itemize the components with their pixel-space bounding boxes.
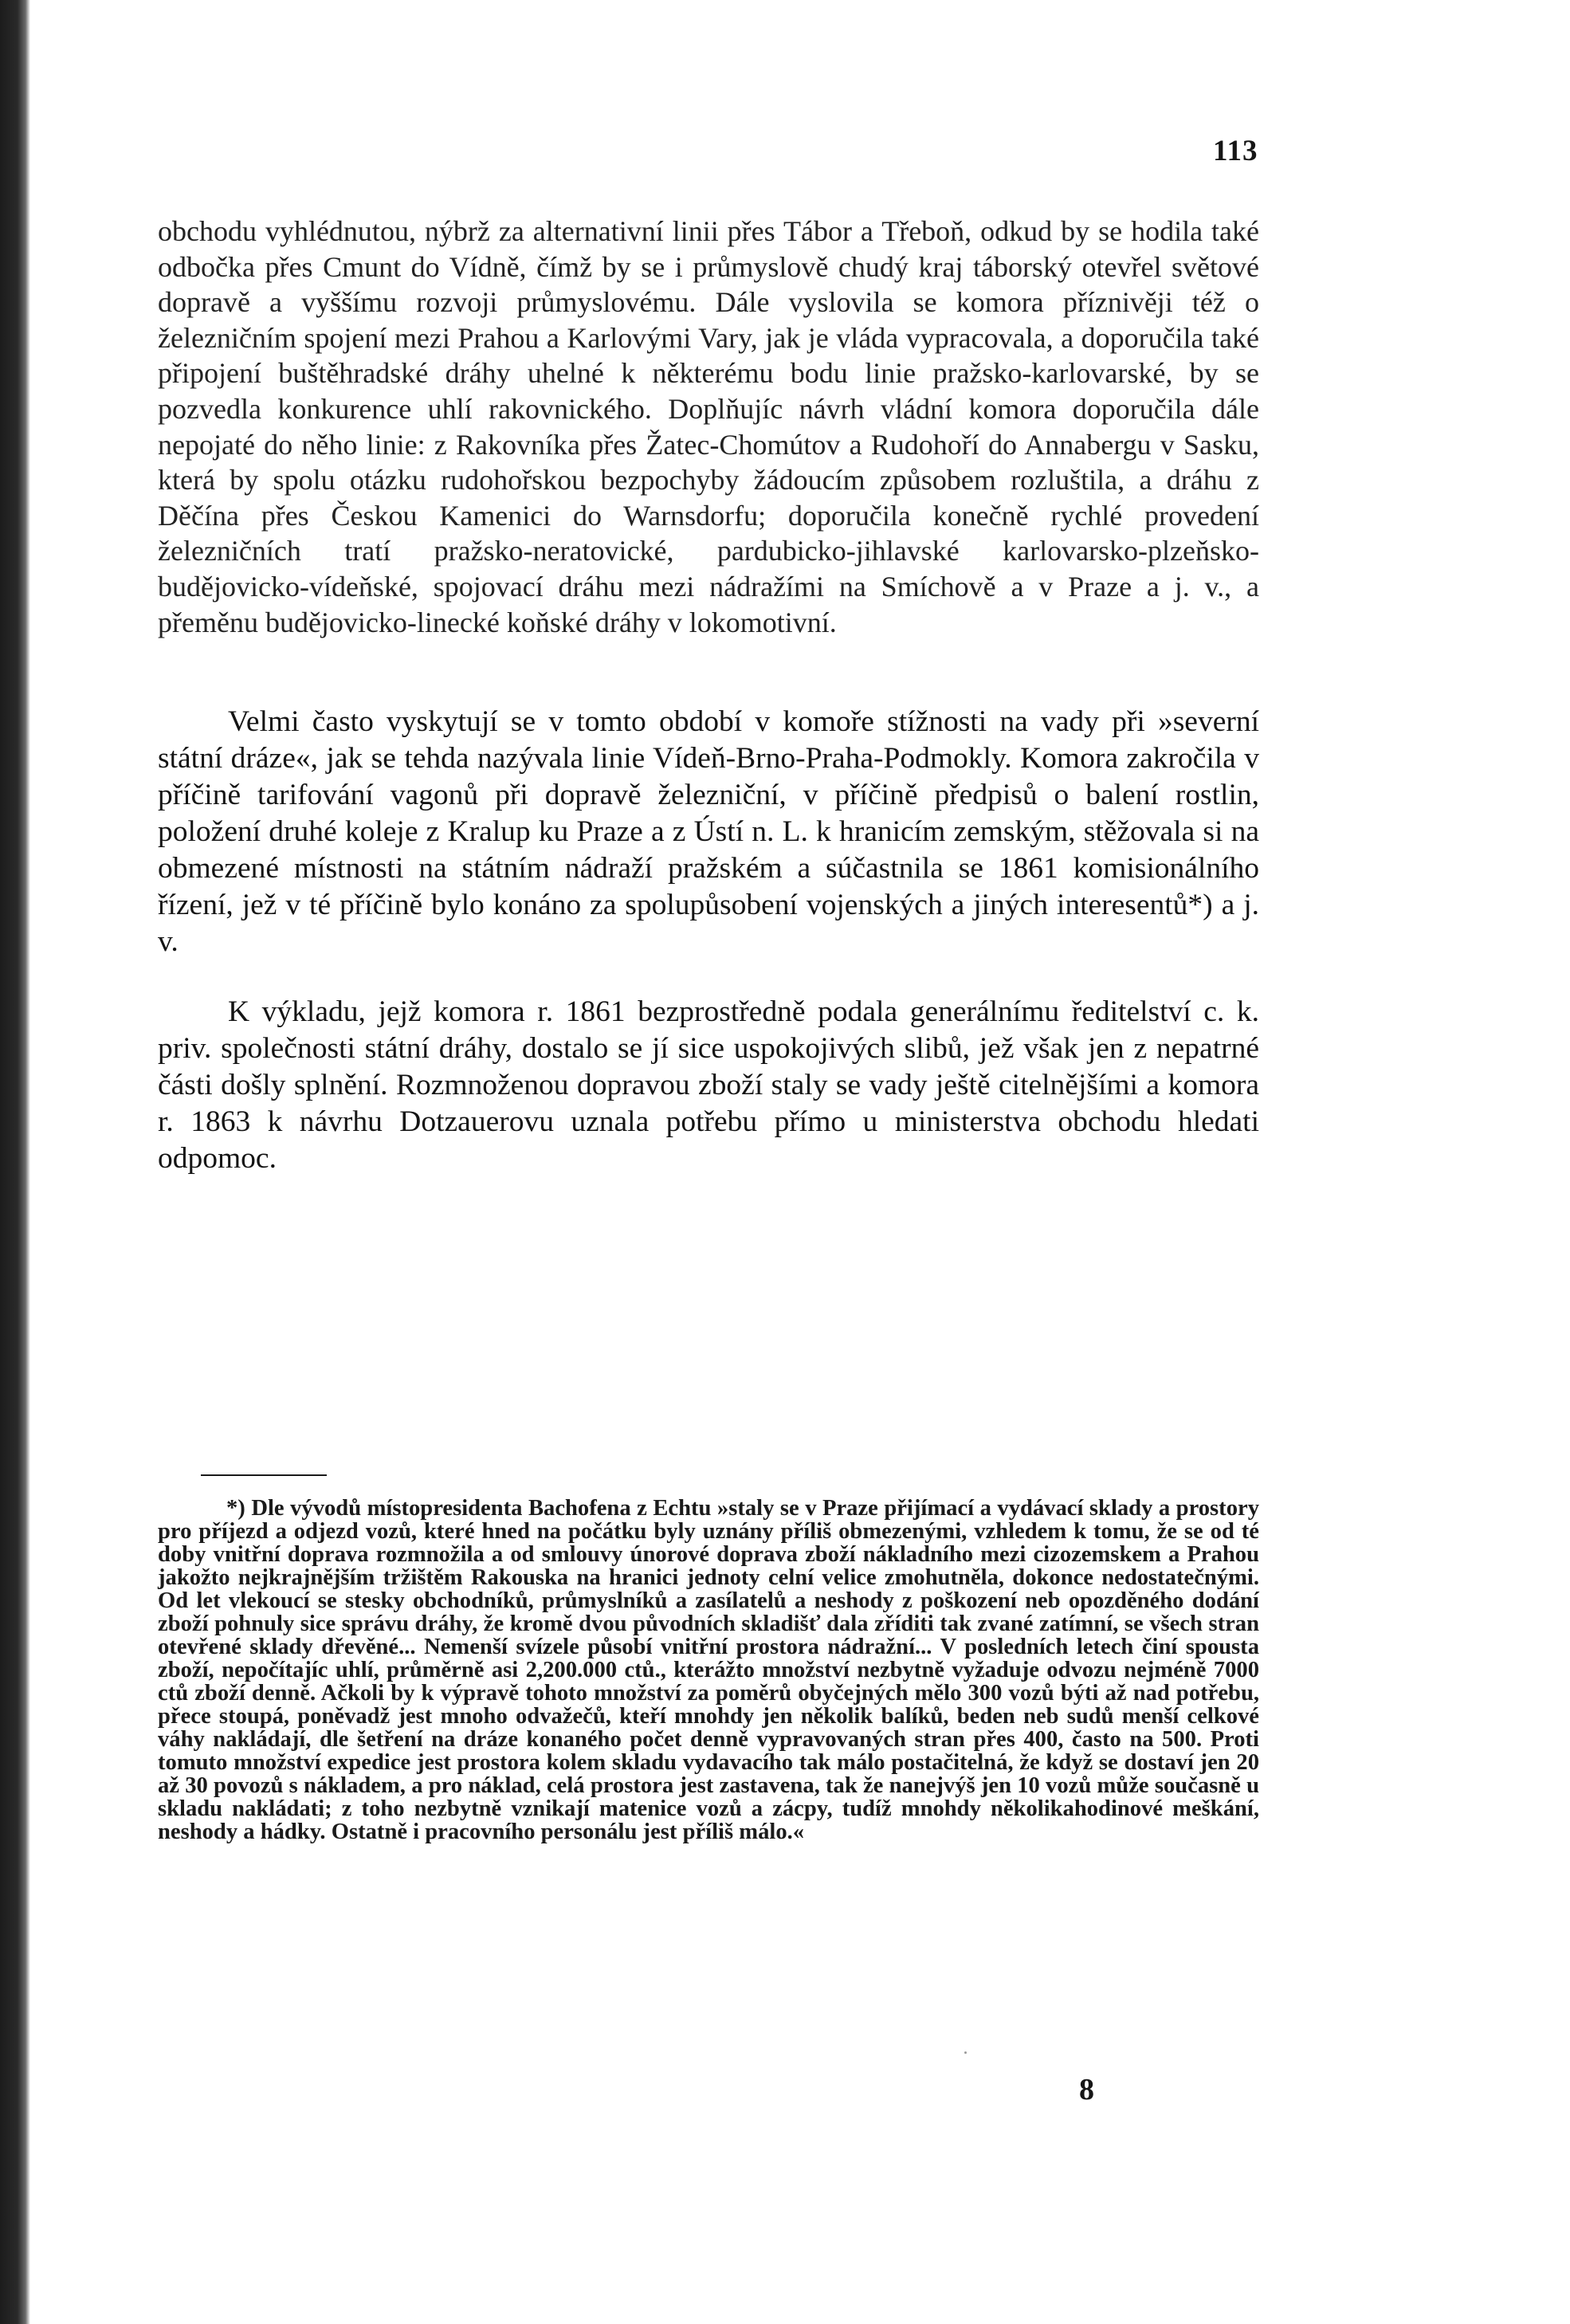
page-number: 113 [1213, 135, 1258, 167]
scan-speck [964, 2051, 967, 2054]
main-text [158, 214, 1259, 1177]
signature-mark: 8 [1079, 2073, 1094, 2106]
body-paragraph-2: Velmi často vyskytují se v tomto období v komoře stížnosti na vady při »severní státní dráze«, jak se tehda nazývala linie Vídeň-Brno-Praha-Podmokly. Komora zakročila v příčině tarifování vagonů při dopravě železniční, v příčině předpisů o balení rostlin, položení druhé koleje z Kralup ku Praze a z Ústí n. L. k hranicím zemským, stěžovala si na obmezené místnosti na státním nádraží pražském a súčastnila se 1861 komisionálního řízení, jež v té příčině bylo konáno za spolupůsobení vojenských a jiných interesentů*) a j. v. [158, 705, 1259, 959]
footnote-separator [201, 1474, 327, 1476]
body-paragraph-1: obchodu vyhlédnutou, nýbrž za alternativní linii přes Tábor a Třeboň, odkud by se hodila také odbočka přes Cmunt do Vídně, čímž by se i průmyslově chudý kraj táborský otevřel světové dopravě a vyššímu rozvoji průmyslovému. Dále vyslovila se komora příznivěji též o železničním spojení mezi Prahou a Karlovými Vary, jak je vláda vypracovala, a doporučila také připojení buštěhradské dráhy uhelné k některému bodu linie pražsko-karlovarské, by se pozvedla konkurence uhlí rakovnického. Doplňujíc návrh vládní komora doporučila dále nepojaté do něho linie: z Rakovníka přes Žatec-Chomútov a Rudohoří do Annabergu v Sasku, která by spolu otázku rudohořskou bezpochyby žádoucím způsobem rozluštila, a dráhu z Děčína přes Českou Kamenici do Warnsdorfu; doporučila konečně rychlé provedení železničních tratí pražsko-neratovické, pardubicko-jihlavské karlovarsko-plzeňsko-budějovicko-vídeňské, spojovací dráhu mezi nádražími na Smíchově a v Praze a j. v., a přeměnu budějovicko-linecké koňské dráhy v lokomotivní. [158, 215, 1259, 638]
scan-binding-edge [0, 0, 30, 2324]
footnote: *) Dle vývodů místopresidenta Bachofena z Echtu »staly se v Praze přijímací a vydávací sklady a prostory pro příjezd a odjezd vozů, které hned na počátku byly uznány příliš obmezenými, vzhledem k tomu, že se od té doby vnitřní doprava rozmnožila a od smlouvy únorové doprava zboží nákladního mezi cizozemskem a Prahou jakožto nejkrajnějším tržištěm Rakouska na hranici jednoty celní velice zmohutněla, dokonce nedostatečnými. Od let vlekoucí se stesky obchodníků, průmyslníků a zasílatelů a neshody z poškození neb opozděného dodání zboží pohnuly sice správu dráhy, že kromě dvou původních skladišť dala zříditi tak zvané zatímní, se všech stran otevřené sklady dřevěné... Nemenší svízele působí vnitřní prostora nádražní... V posledních letech činí spousta zboží, nepočítajíc uhlí, průměrně asi 2,200.000 ctů., kterážto množství nezbytně vyžaduje odvozu nejméně 7000 ctů zboží denně. Ačkoli by k výpravě tohoto množství za poměrů obyčejných mělo 300 vozů býti až nad potřebu, přece stoupá, poněvadž jest mnoho odvažečů, kteří mnohdy jen několik balíků, beden neb sudů menší celkové váhy nakládají, dle šetření na dráze konaného počet denně vypravovaných stran přes 400, často na 500. Proti tomuto množství expedice jest prostora kolem skladu vydavacího tak málo postačitelná, že když se dostaví jen 20 až 30 povozů s nákladem, a pro náklad, celá prostora jest zastavena, tak že nanejvýš jen 10 vozů může současně u skladu nakládati; z toho nezbytně vznikají matenice vozů a zácpy, tudíž mnohdy několikahodinové meškání, neshody a hádky. Ostatně i pracovního personálu jest příliš málo.« [158, 1496, 1259, 1844]
body-paragraph-3: K výkladu, jejž komora r. 1861 bezprostředně podala generálnímu ředitelství c. k. priv. společnosti státní dráhy, dostalo se jí sice uspokojivých slibů, jež však jen z nepatrné části došly splnění. Rozmnoženou dopravou zboží staly se vady ještě citelnějšími a komora r. 1863 k návrhu Dotzauerovu uznala potřebu přímo u ministerstva obchodu hledati odpomoc. [158, 995, 1259, 1176]
